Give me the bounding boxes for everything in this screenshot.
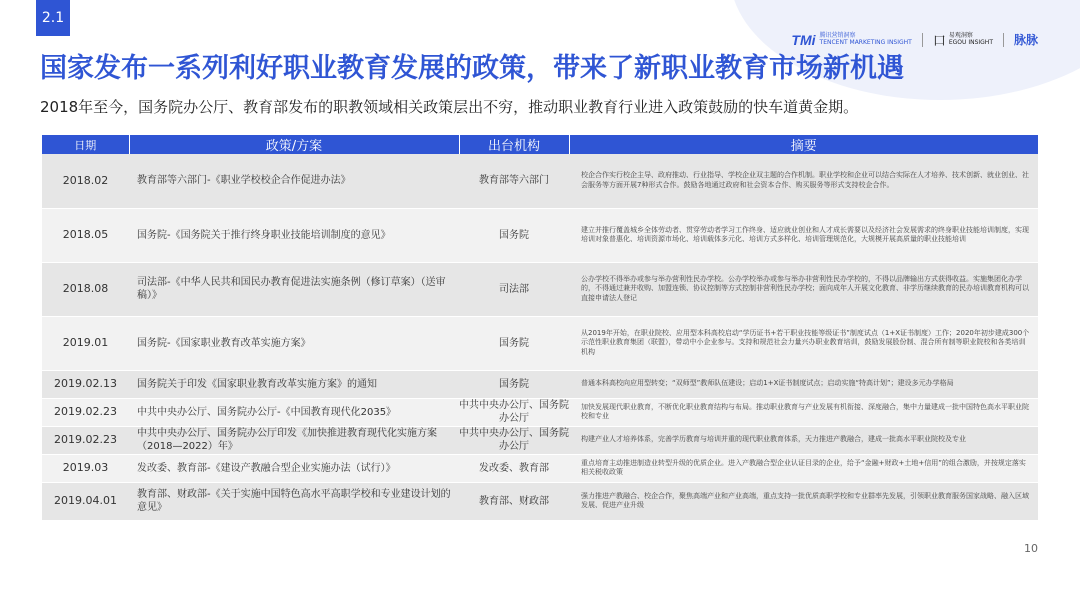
row-summary: 建立并推行覆盖城乡全体劳动者、贯穿劳动者学习工作终身、适应就业创业和人才成长需要以及经济社会发展需求的终身职业技能培训制度，实现培训对象普惠化、培训资源市场化、培训载体多元化、培训方式多样化、培训管理规范化，大规模开展高质量的职业技能培训 [569, 208, 1038, 262]
header-policy: 政策/方案 [129, 135, 459, 154]
table-row [42, 262, 1038, 316]
row-policy: 中共中央办公厅、国务院办公厅-《中国教育现代化2035》 [129, 398, 459, 426]
row-date: 2019.01 [42, 316, 129, 370]
row-org: 中共中央办公厅、国务院办公厅 [459, 400, 569, 424]
section-badge: 2.1 [36, 0, 70, 36]
policy-table [42, 135, 1038, 521]
logo-divider [922, 33, 923, 47]
row-policy: 司法部-《中华人民共和国民办教育促进法实施条例（修订草案）（送审稿）》 [129, 262, 459, 316]
table-row [42, 454, 1038, 482]
row-org: 教育部等六部门 [459, 154, 569, 208]
table-row [42, 482, 1038, 520]
row-summary: 从2019年开始，在职业院校、应用型本科高校启动“学历证书+若干职业技能等级证书”制度试点（1+X证书制度）工作；2020年初步建成300个示范性职业教育集团（联盟），带动中小企业参与。支持和规范社会力量兴办职业教育培训，鼓励发展股份制、混合所有制等职业院校和各类培训机构 [569, 316, 1038, 370]
header-summary: 摘要 [569, 135, 1038, 154]
row-policy: 教育部等六部门-《职业学校校企合作促进办法》 [129, 154, 459, 208]
row-date: 2019.02.23 [42, 426, 129, 454]
row-summary: 强力推进产教融合、校企合作，聚焦高端产业和产业高端，重点支持一批优质高职学校和专业群率先发展，引领职业教育服务国家战略、融入区域发展、促进产业升级 [569, 482, 1038, 520]
header-date: 日期 [42, 135, 129, 154]
row-summary: 重点培育主动推进制造业转型升级的优质企业。进入产教融合型企业认证目录的企业，给予“金融+财政+土地+信用”的组合激励，并按规定落实相关税收政策 [569, 454, 1038, 482]
logo-divider [1003, 33, 1004, 47]
row-date: 2018.05 [42, 208, 129, 262]
row-date: 2019.04.01 [42, 482, 129, 520]
table-row [42, 208, 1038, 262]
page-subtitle: 2018年至今，国务院办公厅、教育部发布的职教领域相关政策层出不穷，推动职业教育行业进入政策鼓励的快车道黄金期。 [40, 98, 859, 116]
row-policy: 发改委、教育部-《建设产教融合型企业实施办法（试行）》 [129, 454, 459, 482]
row-org: 国务院 [459, 316, 569, 370]
row-date: 2019.02.23 [42, 398, 129, 426]
tmi-logo-mark: TMi [791, 31, 816, 48]
row-date: 2019.02.13 [42, 370, 129, 398]
row-policy: 国务院关于印发《国家职业教育改革实施方案》的通知 [129, 370, 459, 398]
tmi-logo-text: 腾讯营销洞察 [819, 31, 856, 39]
table-header-row [42, 135, 1038, 154]
maimai-logo: 脉脉 [1013, 33, 1038, 47]
ekou-logo-sub: EGOU INSIGHT [948, 38, 993, 46]
page-title: 国家发布一系列利好职业教育发展的政策，带来了新职业教育市场新机遇 [40, 53, 904, 84]
table-row [42, 316, 1038, 370]
ekou-logo-text: 易观洞察 [948, 31, 973, 39]
ekou-logo [933, 30, 993, 49]
row-summary: 构建产业人才培养体系，完善学历教育与培训并重的现代职业教育体系，天力推进产教融合，建成一批高水平职业院校及专业 [569, 426, 1038, 454]
ekou-logo-mark: 口 [932, 34, 946, 49]
row-summary: 校企合作实行校企主导、政府推动、行业指导、学校企业双主题的合作机制。职业学校和企业可以结合实际在人才培养、技术创新、就业创业、社会服务等方面开展7种形式合作。鼓励各地通过政府和社会资本合作、购买服务等形式支持校企合作。 [569, 154, 1038, 208]
tmi-logo-sub: TENCENT MARKETING INSIGHT [819, 38, 912, 46]
row-date: 2018.02 [42, 154, 129, 208]
row-summary: 公办学校不得举办或参与举办营利性民办学校。公办学校举办或参与举办非营利性民办学校的，不得以品牌输出方式获得收益。实施集团化办学的，不得通过兼并收购、加盟连锁、协议控制等方式控制非营利性民办学校；面向成年人开展文化教育、非学历继续教育的民办培训教育机构可以直接申请法人登记 [569, 262, 1038, 316]
row-org: 司法部 [459, 262, 569, 316]
row-date: 2018.08 [42, 262, 129, 316]
row-org: 教育部、财政部 [459, 482, 569, 520]
table-row [42, 370, 1038, 398]
row-org: 中共中央办公厅、国务院办公厅 [459, 428, 569, 452]
row-policy: 中共中央办公厅、国务院办公厅印发《加快推进教育现代化实施方案（2018—2022）年》 [129, 426, 459, 454]
row-org: 国务院 [459, 208, 569, 262]
row-org: 国务院 [459, 370, 569, 398]
row-summary: 普通本科高校向应用型转变；“双师型”教师队伍建设；启动1+X证书制度试点；启动实施“特高计划”；建设多元办学格局 [569, 370, 1038, 398]
page-number: 10 [1024, 542, 1038, 555]
table-row [42, 426, 1038, 454]
row-policy: 国务院-《国务院关于推行终身职业技能培训制度的意见》 [129, 208, 459, 262]
header-org: 出台机构 [459, 135, 569, 154]
row-policy: 教育部、财政部-《关于实施中国特色高水平高职学校和专业建设计划的意见》 [129, 482, 459, 520]
row-summary: 加快发展现代职业教育，不断优化职业教育结构与布局。推动职业教育与产业发展有机衔接、深度融合，集中力量建成一批中国特色高水平职业院校和专业 [569, 398, 1038, 426]
row-org: 发改委、教育部 [459, 454, 569, 482]
table-row [42, 154, 1038, 208]
table-row [42, 398, 1038, 426]
row-date: 2019.03 [42, 454, 129, 482]
row-policy: 国务院-《国家职业教育改革实施方案》 [129, 316, 459, 370]
